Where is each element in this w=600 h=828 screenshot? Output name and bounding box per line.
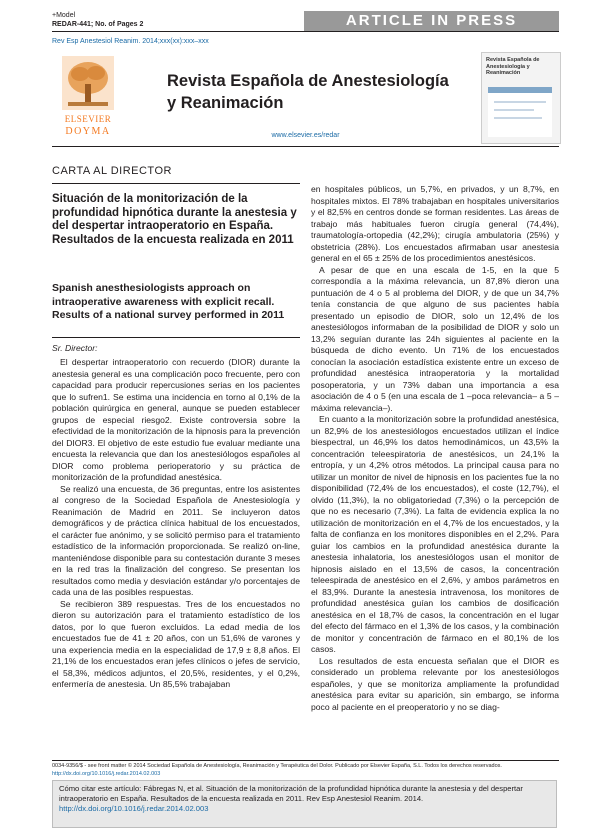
- article-title: Situación de la monitorización de la profundidad hipnótica durante la anestesia y del despertar intraoperatorio en España. Resultados de la encuesta realizada en 2011: [52, 193, 297, 246]
- paragraph: Los resultados de esta encuesta señalan que el DIOR es considerado un problema relevante por los anestesiólogos españoles, y que se monitoriza ampliamente la profundidad anestésica para evitar su aparición, sin embargo, se informa poco al paciente en el preoperatorio y no se diag-: [311, 655, 559, 712]
- paragraph: Se realizó una encuesta, de 36 preguntas, entre los asistentes al congreso de la Sociedad Española de Anestesiología y Reanimación de Madrid en 2011. Se incluyeron datos demográficos y de práctica clínica habitual de los encuestados, el carácter fue anónimo, y se solicitó permiso para el tratamiento estadístico de la información proporcionada. Se realizó on-line, manteniéndose disponible para su contestación durante 3 meses en la red tras la finalización del congreso. Se presentan los resultados como media y desviación estándar y/o porcentajes de cada una de las posibles respuestas.: [52, 483, 300, 597]
- paragraph: A pesar de que en una escala de 1-5, en la que 5 correspondía a la máxima relevancia, un 87,8% dieron una puntuación de 4 o 5 al problema del DIOR, y de que un 34,7% tenía constancia de que alguno de sus pacientes había presentado un episodio de DIOR, solo un 12,4% de los anestesiólogos informaban de la posibilidad de DIOR y solo un 13,2% seguían durante las 24h siguientes al paciente en la búsqueda de dicho evento. Un 71% de los encuestados conocían la asociación estadística existente entre un exceso de profundidad anestésica intraoperatoria y la mortalidad posoperatoria, y un 73% daban una importancia a esa asociación de 4 o 5 (en una escala de 1 –poca relevancia– a 5 –máxima relevancia–).: [311, 264, 559, 413]
- section-heading: CARTA AL DIRECTOR: [52, 165, 172, 177]
- journal-url-link[interactable]: www.elsevier.es/redar: [271, 132, 340, 139]
- publisher-logo[interactable]: [56, 56, 120, 140]
- elsevier-tree-icon: [62, 56, 114, 110]
- article-english-title: Spanish anesthesiologists approach on intraoperative awareness with explicit recall. Results of a national survey performed in 2011: [52, 282, 285, 321]
- manuscript-ref: REDAR-441; No. of Pages 2: [52, 21, 144, 28]
- citation-box: [52, 780, 557, 828]
- header-rule: [52, 31, 559, 32]
- journal-title-line-2: y Reanimación: [167, 94, 284, 112]
- model-label: +Model: [52, 12, 76, 19]
- page-header: [52, 11, 559, 31]
- citation-doi-link[interactable]: http://dx.doi.org/10.1016/j.redar.2014.02.003: [59, 804, 209, 813]
- paragraph: Se recibieron 389 respuestas. Tres de los encuestados no dieron su autorización para el tratamiento estadístico de los datos, por lo que fueron excluidos. La edad media de los encuestados fue de 41 ± 20 años, con un 51,6% de varones y una experiencia media en la especialidad de 17,9 ± 8,8 años. El 21,1% de los encuestados eran jefes clínicos o jefes de servicio, el 58,3%, médicos adjuntos, el 20,5%, residentes, y el 0,2%, enfermería de anestesia. Un 85,5% trabajaban: [52, 598, 300, 689]
- copyright-line: 0034-9356/$ - see front matter © 2014 Sociedad Española de Anestesiología, Reanimación y Terapéutica del Dolor. Publicado por Elsevier España, S.L. Todos los derechos reservados.: [52, 763, 502, 769]
- section-rule: [52, 183, 300, 184]
- paragraph: En cuanto a la monitorización sobre la profundidad anestésica, un 82,9% de los anestesiólogos encuestados utilizan el índice biespectral, un 46,9% los datos hemodinámicos, un 43,5% la concentración teleespiratoria de anestésicos, un 24,1% la entropía, y un 4,2% otros métodos. La principal causa para no utilizar un monitor de nivel de hipnosis en los pacientes fue la no disponibilidad (72,4% de los encuestados), el coste (12,7%), el olvido (11,3%), la no obligatoriedad (7,3%) o la percepción de que no es necesario (7,3%). La falta de evidencia explica la no utilización de monitorización en el 4,7% de los encuestados, y la falta de confianza en los monitores disponibles en el 2,2%. Para guiar los cambios en la profundidad anestésica durante la anestesia inhalatoria, los anestesiólogos usan el monitor de hipnosis aislado en el 13,5% de casos, la concentración teleespirada de anestésico en el 2,6%, y ambos parámetros en el 83,9%. Durante la anestesia intravenosa, los monitores de profundidad anestésica guían los cambios de dosificación anestésica en el 18,7% de casos, la concentración en el lugar del efecto del fármaco en el 1,3% de los casos, y la combinación de monitor y concentración de fármaco en el 80,1% de los casos.: [311, 414, 559, 654]
- doi-link[interactable]: http://dx.doi.org/10.1016/j.redar.2014.02.003: [52, 771, 161, 777]
- publisher-imprint: DOYMA: [65, 126, 111, 137]
- salutation: Sr. Director:: [52, 343, 98, 353]
- body-column-left: [52, 357, 300, 752]
- cover-title: Revista Española de Anestesiología y Reanimación: [486, 57, 540, 76]
- cover-artwork: [488, 87, 552, 137]
- publisher-name: ELSEVIER: [64, 114, 112, 124]
- paragraph: El despertar intraoperatorio con recuerdo (DIOR) durante la anestesia general es una complicación poco frecuente, pero con capacidad para producir repercusiones serias en los pacientes que lo sufren1. Se estima una incidencia en torno al 0,1% de la población quirúrgica en general, aunque se pueden establecer grupos de especial riesgo2. Existe controversia sobre la efectividad de la monitorización de la hipnosis para la prevención del DIOR3. El objetivo de este estudio fue evaluar mediante una encuesta la relevancia que dan los anestesiólogos españoles al DIOR como problema perioperatorio y su práctica de monitorización de la profundidad anestésica.: [52, 357, 300, 482]
- journal-masthead: [52, 50, 559, 147]
- journal-title: [167, 70, 467, 114]
- journal-cover-thumbnail[interactable]: [481, 52, 561, 144]
- article-in-press-banner: ARTICLE IN PRESS: [304, 11, 559, 31]
- citation-text: Cómo citar este artículo: Fábregas N, et al. Situación de la monitorización de la profundidad hipnótica durante la anestesia y del despertar intraoperatorio en España. Resultados de la encuesta realizada en 2011. Rev Esp Anestesiol Reanim. 2014.: [59, 784, 523, 803]
- body-column-right: [311, 184, 559, 754]
- title-rule: [52, 337, 300, 338]
- journal-citation[interactable]: Rev Esp Anestesiol Reanim. 2014;xxx(xx):xxx–xxx: [52, 38, 209, 45]
- footer-rule: [52, 760, 559, 761]
- paragraph: en hospitales públicos, un 5,7%, en privados, y un 8,7%, en hospitales mixtos. El 78% trabajaban en hospitales universitarios y el 82,5% en centros donde se forman residentes. Las áreas de trabajo más habituales fueron cirugía general (74,4%), traumatología-ortopedia (42,2%); cirugía ambulatoria (25%) y obstetricia (28%). Los encuestados afirmaban usar anestesia general en el 65 ± 25% de los procedimientos anestésicos.: [311, 184, 559, 263]
- journal-title-line-1: Revista Española de Anestesiología: [167, 72, 449, 90]
